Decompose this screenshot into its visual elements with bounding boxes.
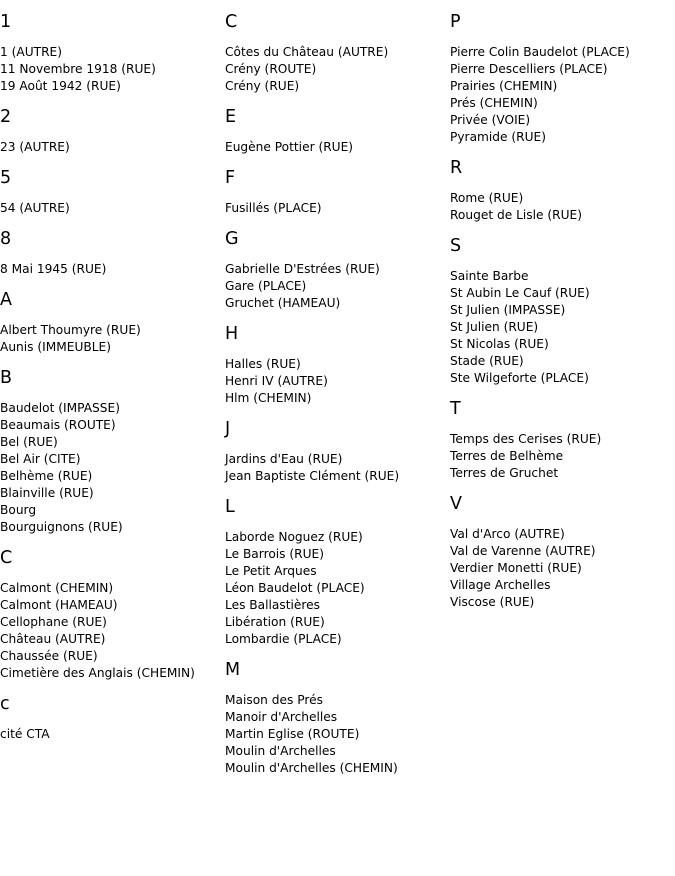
street-entry[interactable]: Aunis (IMMEUBLE) — [0, 340, 112, 354]
street-list — [450, 431, 630, 482]
street-entry[interactable]: Gabrielle D'Estrées (RUE) — [225, 262, 380, 276]
index-section — [0, 694, 195, 743]
section-letter-heading: c — [0, 694, 10, 714]
street-entry[interactable]: Albert Thoumyre (RUE) — [0, 323, 141, 337]
section-letter-heading: E — [225, 107, 237, 127]
section-letter-heading: L — [225, 497, 235, 517]
index-section — [225, 660, 399, 777]
section-letter-heading: 1 — [0, 12, 12, 32]
street-list — [0, 44, 195, 95]
street-list — [450, 44, 630, 146]
street-entry[interactable]: Crény (ROUTE) — [225, 62, 317, 76]
index-section — [450, 12, 630, 146]
street-entry[interactable]: Gruchet (HAMEAU) — [225, 296, 341, 310]
index-section — [0, 290, 195, 356]
section-letter-heading: 5 — [0, 168, 12, 188]
street-list — [450, 268, 630, 387]
street-entry[interactable]: St Julien (RUE) — [450, 320, 539, 334]
index-section — [0, 368, 195, 536]
street-entry[interactable]: Stade (RUE) — [450, 354, 524, 368]
section-letter-heading: F — [225, 168, 236, 188]
street-entry[interactable]: Moulin d'Archelles (CHEMIN) — [225, 761, 398, 775]
index-section — [225, 497, 399, 648]
street-entry[interactable]: Rouget de Lisle (RUE) — [450, 208, 582, 222]
index-section — [0, 168, 195, 217]
section-letter-heading: M — [225, 660, 241, 680]
street-entry[interactable]: Gare (PLACE) — [225, 279, 307, 293]
street-entry[interactable]: Cellophane (RUE) — [0, 615, 107, 629]
street-list — [225, 356, 399, 407]
street-list — [0, 726, 195, 743]
street-entry[interactable]: Le Petit Arques — [225, 564, 317, 578]
street-entry[interactable]: Maison des Prés — [225, 693, 323, 707]
street-list — [225, 200, 399, 217]
street-entry[interactable]: Baudelot (IMPASSE) — [0, 401, 120, 415]
street-list — [0, 261, 195, 278]
street-entry[interactable]: Crény (RUE) — [225, 79, 300, 93]
street-entry[interactable]: Moulin d'Archelles — [225, 744, 336, 758]
section-letter-heading: G — [225, 229, 239, 249]
section-letter-heading: R — [450, 158, 463, 178]
section-letter-heading: P — [450, 12, 461, 32]
street-entry[interactable]: 8 Mai 1945 (RUE) — [0, 262, 107, 276]
index-column-1 — [0, 0, 195, 751]
section-letter-heading: H — [225, 324, 239, 344]
street-entry[interactable]: Chaussée (RUE) — [0, 649, 98, 663]
index-section — [450, 494, 630, 611]
street-entry[interactable]: Ste Wilgeforte (PLACE) — [450, 371, 589, 385]
section-letter-heading: T — [450, 399, 461, 419]
street-entry[interactable]: Privée (VOIE) — [450, 113, 531, 127]
index-section — [225, 12, 399, 95]
street-entry[interactable]: Léon Baudelot (PLACE) — [225, 581, 365, 595]
street-entry[interactable]: Prés (CHEMIN) — [450, 96, 538, 110]
street-list — [450, 190, 630, 224]
street-entry[interactable]: Les Ballastières — [225, 598, 320, 612]
street-entry[interactable]: 1 (AUTRE) — [0, 45, 63, 59]
street-entry[interactable]: Lombardie (PLACE) — [225, 632, 342, 646]
street-list — [225, 529, 399, 648]
index-column-3 — [450, 0, 630, 619]
street-entry[interactable]: Temps des Cerises (RUE) — [450, 432, 602, 446]
street-list — [225, 44, 399, 95]
street-entry[interactable]: Rome (RUE) — [450, 191, 524, 205]
section-letter-heading: 8 — [0, 229, 12, 249]
street-entry[interactable]: Bourguignons (RUE) — [0, 520, 123, 534]
street-entry[interactable]: Eugène Pottier (RUE) — [225, 140, 354, 154]
street-list — [0, 580, 195, 682]
section-letter-heading: 2 — [0, 107, 12, 127]
section-letter-heading: C — [0, 548, 13, 568]
section-letter-heading: S — [450, 236, 462, 256]
street-entry[interactable]: Cimetière des Anglais (CHEMIN) — [0, 666, 195, 680]
street-entry[interactable]: Pierre Colin Baudelot (PLACE) — [450, 45, 630, 59]
section-letter-heading: A — [0, 290, 12, 310]
street-entry[interactable]: St Nicolas (RUE) — [450, 337, 549, 351]
street-entry[interactable]: Jean Baptiste Clément (RUE) — [225, 469, 400, 483]
street-entry[interactable]: 19 Août 1942 (RUE) — [0, 79, 121, 93]
section-letter-heading: J — [225, 419, 231, 439]
street-entry[interactable]: Viscose (RUE) — [450, 595, 535, 609]
street-entry[interactable]: Hlm (CHEMIN) — [225, 391, 312, 405]
street-entry[interactable]: Pyramide (RUE) — [450, 130, 547, 144]
street-entry[interactable]: Libération (RUE) — [225, 615, 325, 629]
street-entry[interactable]: Bourg — [0, 503, 37, 517]
street-entry[interactable]: Bel (RUE) — [0, 435, 58, 449]
index-section — [0, 229, 195, 278]
index-section — [0, 12, 195, 95]
street-entry[interactable]: Laborde Noguez (RUE) — [225, 530, 363, 544]
street-list — [0, 400, 195, 536]
index-section — [450, 399, 630, 482]
street-entry[interactable]: Val de Varenne (AUTRE) — [450, 544, 596, 558]
street-entry[interactable]: Belhème (RUE) — [0, 469, 93, 483]
index-column-2 — [225, 0, 399, 785]
street-entry[interactable]: St Aubin Le Cauf (RUE) — [450, 286, 590, 300]
street-list — [0, 139, 195, 156]
street-entry[interactable]: 11 Novembre 1918 (RUE) — [0, 62, 156, 76]
index-section — [225, 229, 399, 312]
street-entry[interactable]: Halles (RUE) — [225, 357, 301, 371]
street-list — [450, 526, 630, 611]
street-entry[interactable]: Calmont (CHEMIN) — [0, 581, 114, 595]
index-section — [225, 107, 399, 156]
street-list — [225, 261, 399, 312]
street-entry[interactable]: Sainte Barbe — [450, 269, 529, 283]
street-entry[interactable]: Pierre Descelliers (PLACE) — [450, 62, 608, 76]
street-entry[interactable]: Fusillés (PLACE) — [225, 201, 322, 215]
index-section — [450, 236, 630, 387]
street-entry[interactable]: Bel Air (CITE) — [0, 452, 81, 466]
street-entry[interactable]: Martin Eglise (ROUTE) — [225, 727, 360, 741]
street-entry[interactable]: 54 (AUTRE) — [0, 201, 70, 215]
street-entry[interactable]: Terres de Belhème — [450, 449, 564, 463]
street-entry[interactable]: Manoir d'Archelles — [225, 710, 338, 724]
street-entry[interactable]: Prairies (CHEMIN) — [450, 79, 558, 93]
street-list — [225, 692, 399, 777]
street-entry[interactable]: Jardins d'Eau (RUE) — [225, 452, 343, 466]
index-section — [0, 107, 195, 156]
street-entry[interactable]: Henri IV (AUTRE) — [225, 374, 328, 388]
street-list — [225, 139, 399, 156]
street-entry[interactable]: Côtes du Château (AUTRE) — [225, 45, 389, 59]
street-entry[interactable]: Blainville (RUE) — [0, 486, 94, 500]
section-letter-heading: B — [0, 368, 13, 388]
street-entry[interactable]: Val d'Arco (AUTRE) — [450, 527, 565, 541]
street-entry[interactable]: 23 (AUTRE) — [0, 140, 70, 154]
street-entry[interactable]: Terres de Gruchet — [450, 466, 559, 480]
street-entry[interactable]: Calmont (HAMEAU) — [0, 598, 118, 612]
index-section — [225, 324, 399, 407]
section-letter-heading: V — [450, 494, 462, 514]
street-entry[interactable]: St Julien (IMPASSE) — [450, 303, 566, 317]
street-entry[interactable]: cité CTA — [0, 727, 50, 741]
street-entry[interactable]: Le Barrois (RUE) — [225, 547, 324, 561]
index-section — [225, 419, 399, 485]
street-entry[interactable]: Village Archelles — [450, 578, 551, 592]
index-section — [225, 168, 399, 217]
index-section — [0, 548, 195, 682]
street-list — [0, 322, 195, 356]
index-section — [450, 158, 630, 224]
street-entry[interactable]: Verdier Monetti (RUE) — [450, 561, 582, 575]
street-entry[interactable]: Beaumais (ROUTE) — [0, 418, 116, 432]
section-letter-heading: C — [225, 12, 238, 32]
street-list — [0, 200, 195, 217]
street-entry[interactable]: Château (AUTRE) — [0, 632, 106, 646]
street-list — [225, 451, 399, 485]
